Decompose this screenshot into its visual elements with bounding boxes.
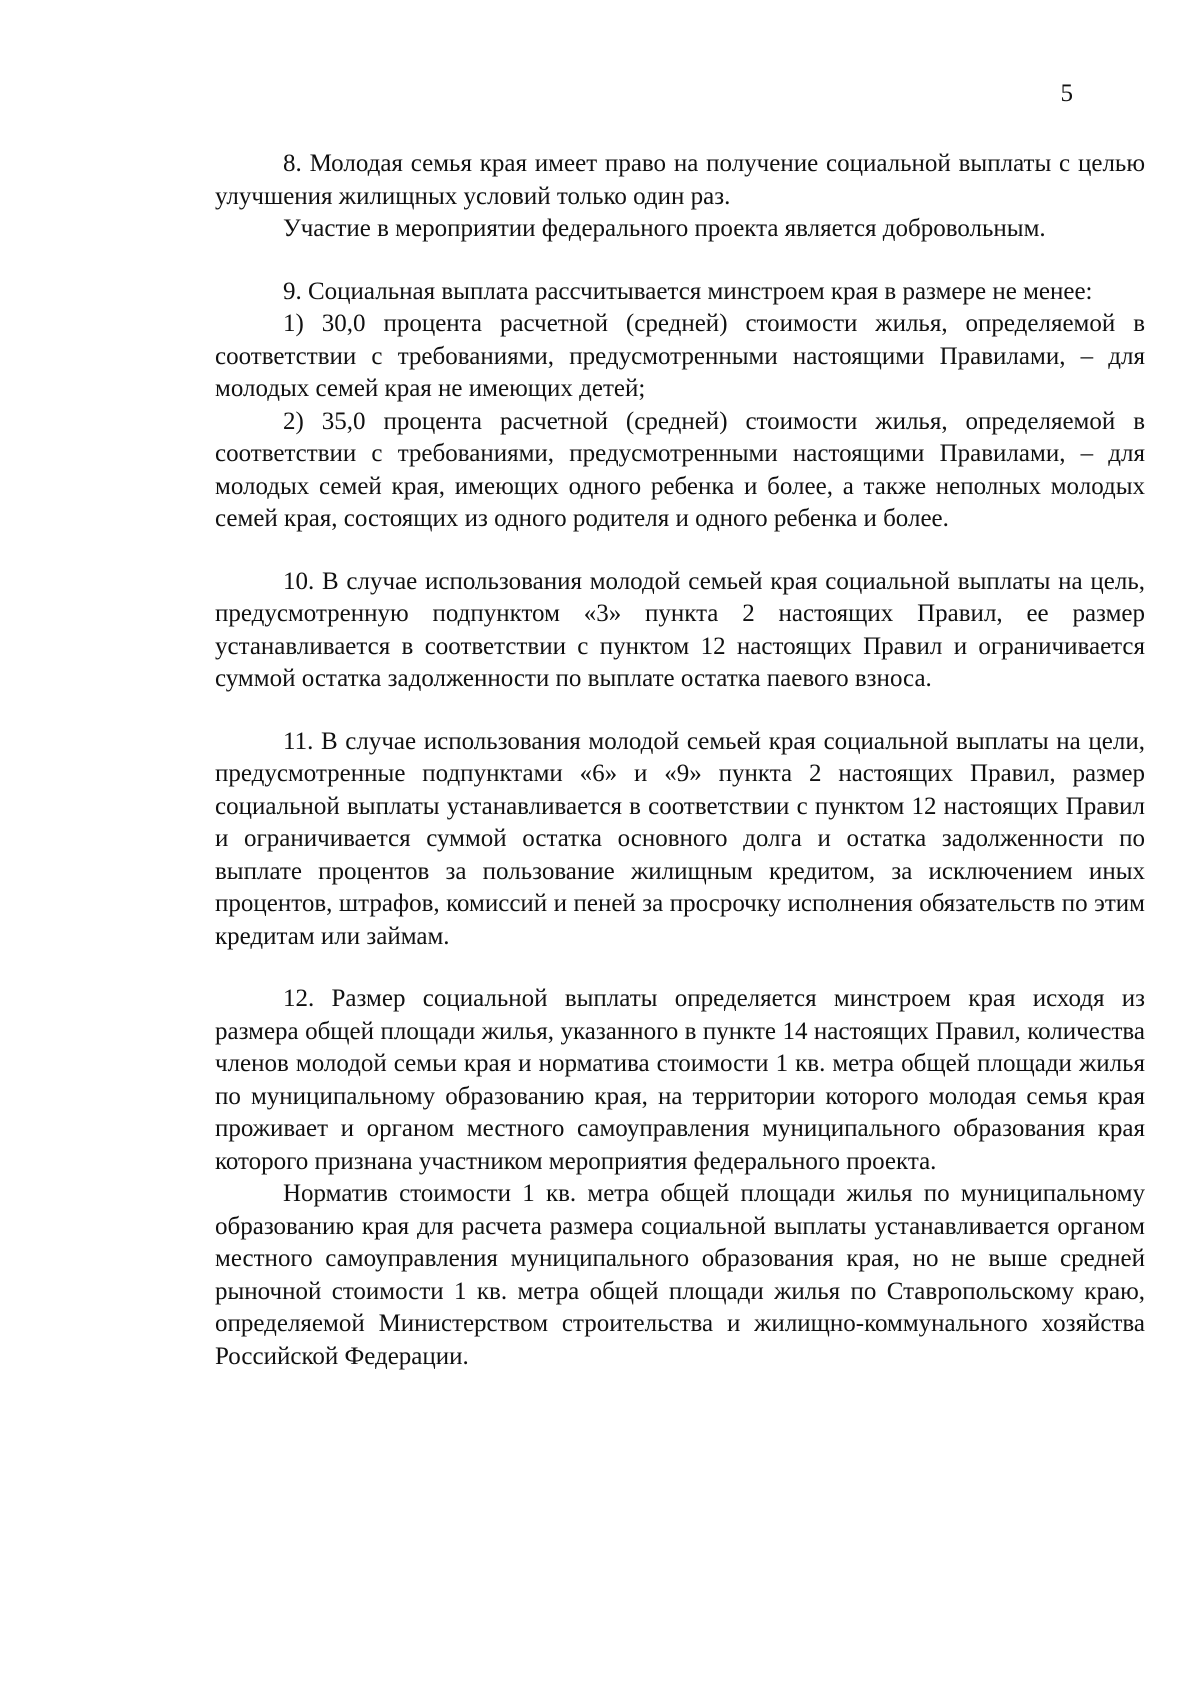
paragraph-9: 9. Социальная выплата рассчитывается минстроем края в размере не менее: bbox=[283, 277, 1093, 305]
section-gap bbox=[215, 696, 1145, 726]
paragraph-12: 12. Размер социальной выплаты определяется минстроем края исходя из размера общей площади жилья, указанного в пункте 14 настоящих Правил, количества членов молодой семьи края и норматива стоимости 1 кв. метра общей площади жилья по муниципальному образованию края, на территории которого молодая семья края проживает и органом местного самоуправления муниципального образования края которого признана участником мероприятия федерального проекта. bbox=[215, 985, 1145, 1175]
document-body bbox=[215, 148, 1145, 1373]
paragraph-9-item-1: 1) 30,0 процента расчетной (средней) стоимости жилья, определяемой в соответствии с требованиями, предусмотренными настоящими Правилами, – для молодых семей края не имеющих детей; bbox=[215, 310, 1145, 402]
paragraph-8: 8. Молодая семья края имеет право на получение социальной выплаты с целью улучшения жилищных условий только один раз. bbox=[215, 150, 1145, 210]
paragraph-12-norm: Норматив стоимости 1 кв. метра общей площади жилья по муниципальному образованию края для расчета размера социальной выплаты устанавливается органом местного самоуправления муниципального образования края, но не выше средней рыночной стоимости 1 кв. метра общей площади жилья по Ставропольскому краю, определяемой Министерством строительства и жилищно-коммунального хозяйства Российской Федерации. bbox=[215, 1180, 1145, 1370]
paragraph-9-item-2: 2) 35,0 процента расчетной (средней) стоимости жилья, определяемой в соответствии с требованиями, предусмотренными настоящими Правилами, – для молодых семей края, имеющих одного ребенка и более, а также неполных молодых семей края, состоящих из одного родителя и одного ребенка и более. bbox=[215, 407, 1145, 532]
paragraph-10: 10. В случае использования молодой семьей края социальной выплаты на цель, предусмотренную подпунктом «3» пункта 2 настоящих Правил, ее размер устанавливается в соответствии с пунктом 12 настоящих Правил и ограничивается суммой остатка задолженности по выплате остатка паевого взноса. bbox=[215, 567, 1145, 692]
page-number: 5 bbox=[1060, 80, 1073, 107]
section-gap bbox=[215, 953, 1145, 983]
paragraph-11: 11. В случае использования молодой семьей края социальной выплаты на цели, предусмотренные подпунктами «6» и «9» пункта 2 настоящих Правил, размер социальной выплаты устанавливается в соответствии с пунктом 12 настоящих Правил и ограничивается суммой остатка основного долга и остатка задолженности по выплате процентов за пользование жилищным кредитом, за исключением иных процентов, штрафов, комиссий и пеней за просрочку исполнения обязательств по этим кредитам или займам. bbox=[215, 727, 1145, 950]
section-gap bbox=[215, 536, 1145, 566]
section-gap bbox=[215, 246, 1145, 276]
paragraph-8-participation: Участие в мероприятии федерального проекта является добровольным. bbox=[283, 215, 1046, 242]
